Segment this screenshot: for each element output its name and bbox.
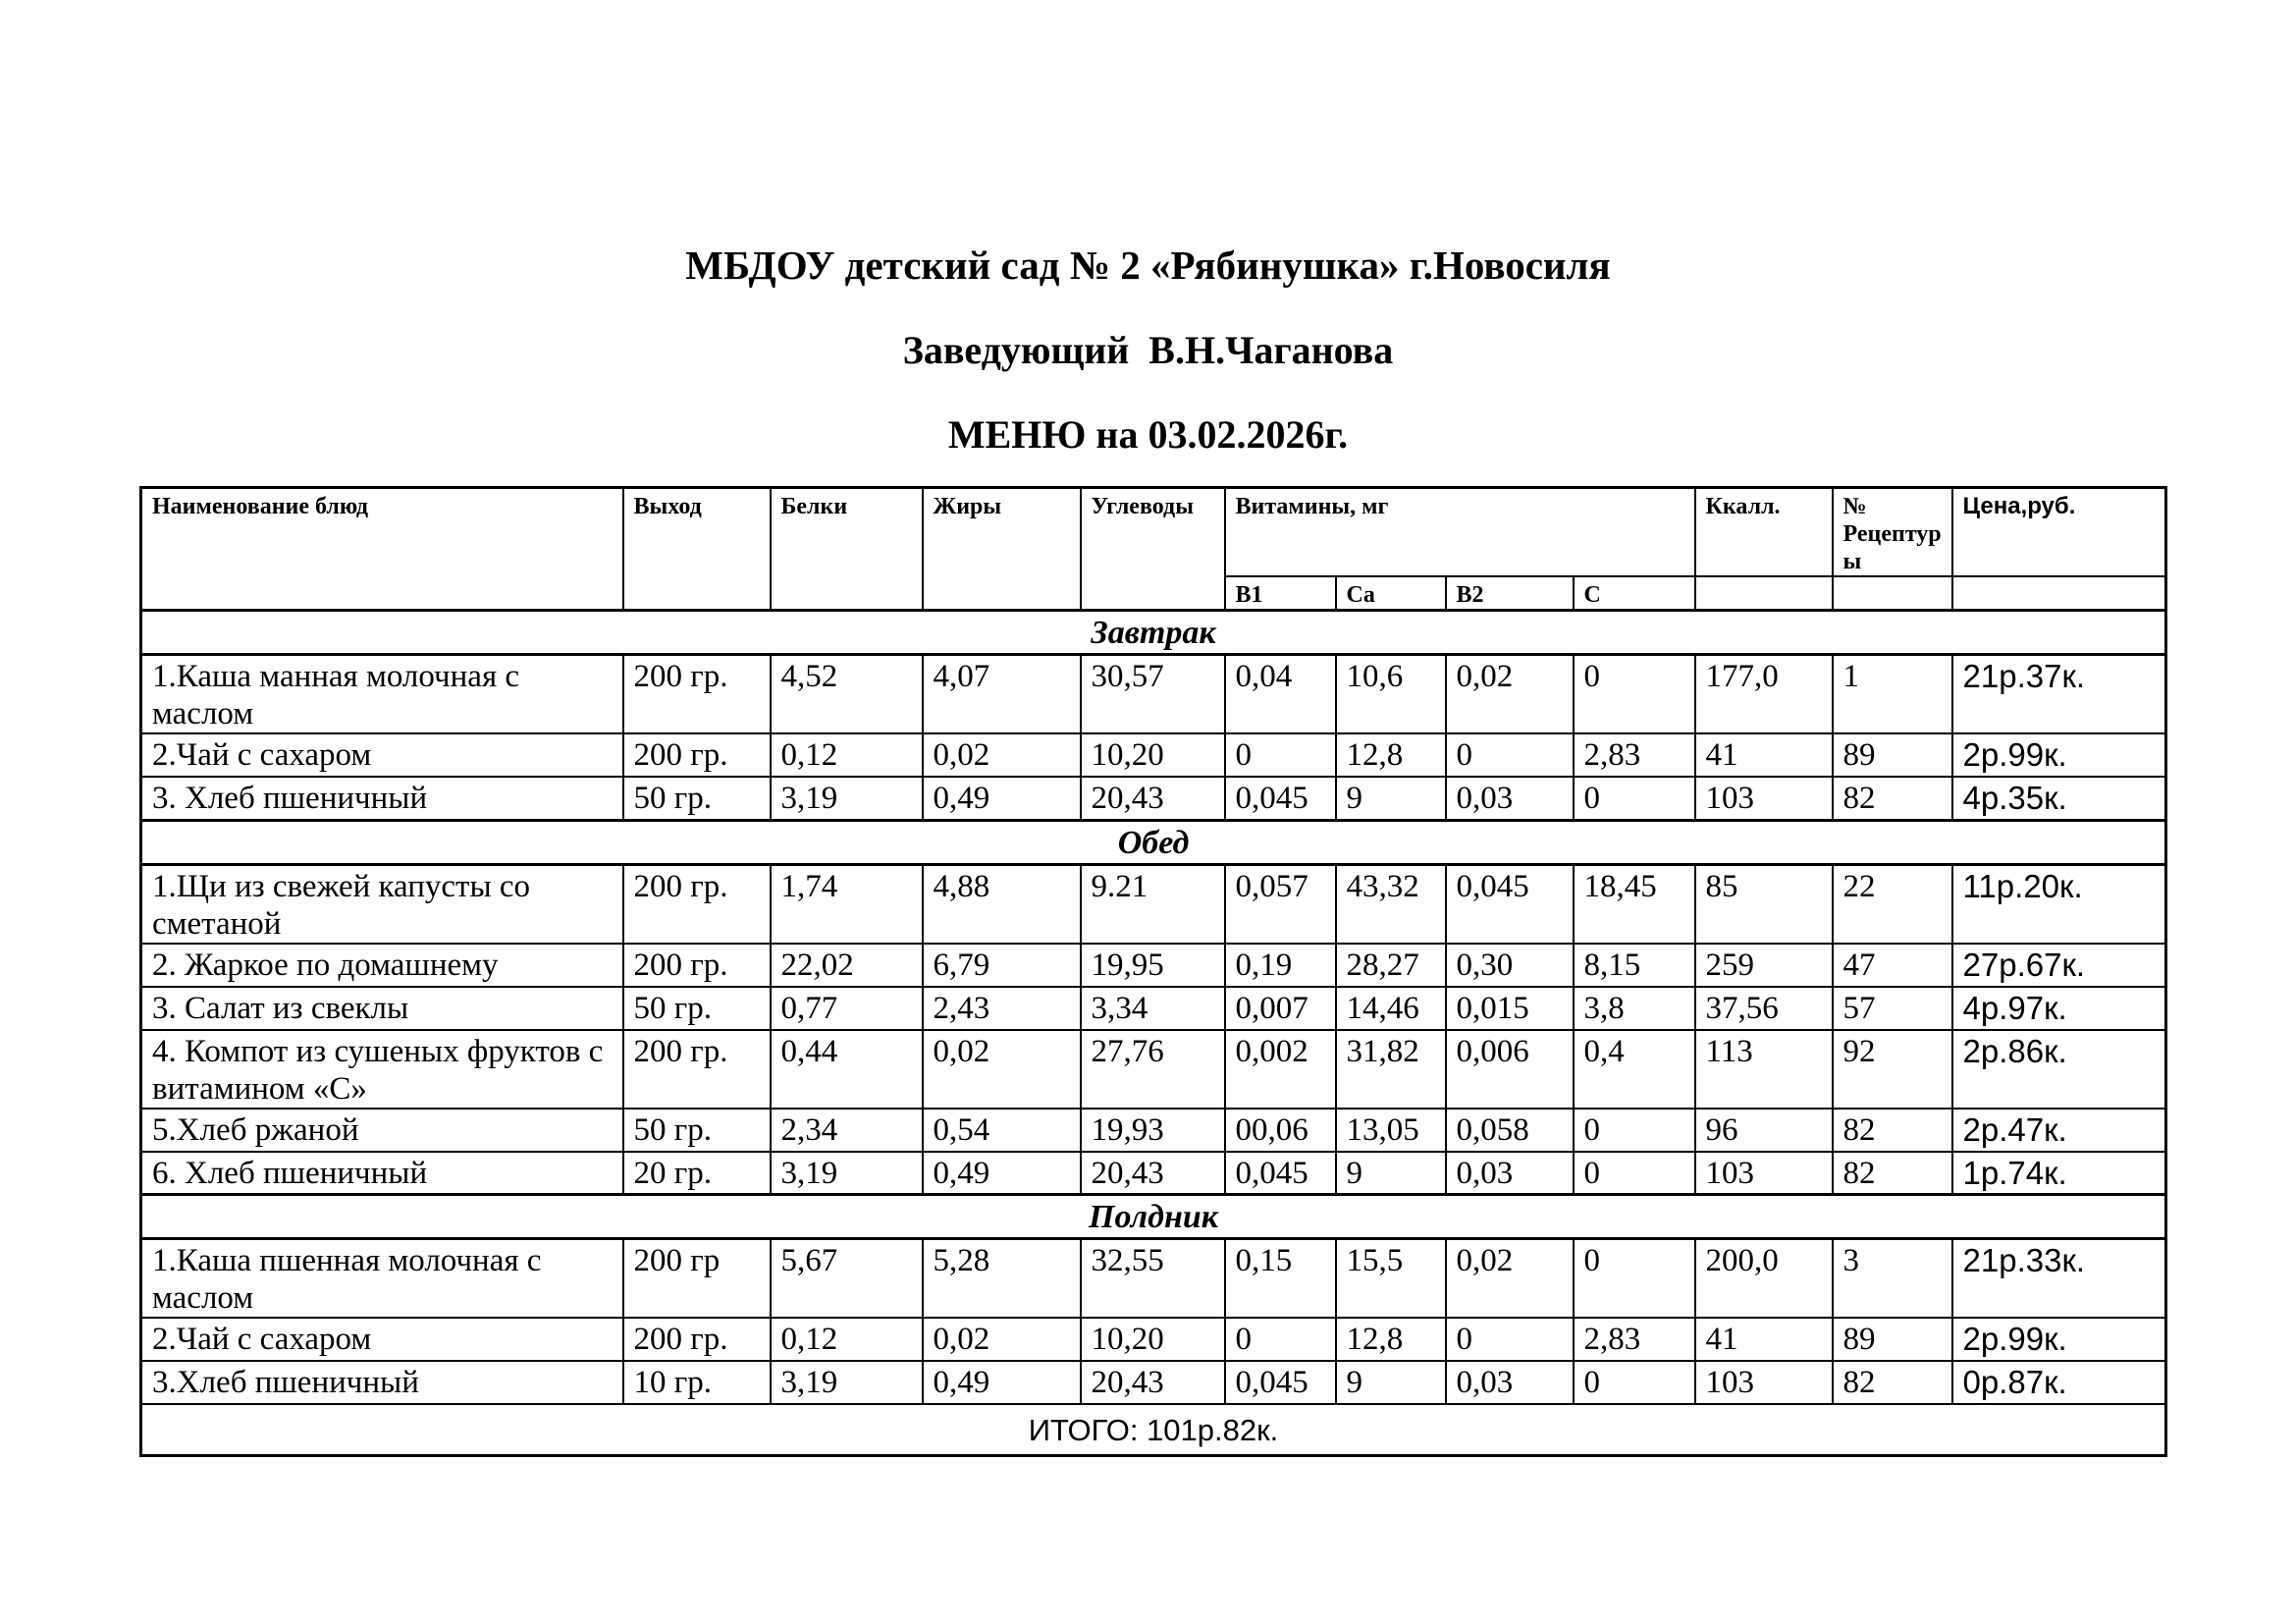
output-cell: 200 гр. xyxy=(623,655,771,734)
carbs-cell: 32,55 xyxy=(1081,1239,1225,1319)
vitamin-c-cell: 0 xyxy=(1574,1109,1695,1152)
fats-column-header: Жиры xyxy=(923,488,1081,611)
recipe-no-cell: 92 xyxy=(1833,1030,1952,1109)
fats-cell: 0,49 xyxy=(923,1361,1081,1404)
kcal-cell: 177,0 xyxy=(1695,655,1833,734)
recipe-no-cell: 82 xyxy=(1833,1361,1952,1404)
kcal-cell: 41 xyxy=(1695,733,1833,777)
vitamin-ca-cell: 28,27 xyxy=(1336,944,1446,987)
carbs-cell: 3,34 xyxy=(1081,987,1225,1030)
fats-cell: 0,49 xyxy=(923,1152,1081,1195)
kcal-cell: 103 xyxy=(1695,1152,1833,1195)
recipe-no-cell: 22 xyxy=(1833,864,1952,944)
table-row xyxy=(141,1152,2166,1195)
proteins-cell: 0,12 xyxy=(771,1318,923,1361)
output-column-header: Выход xyxy=(623,488,771,611)
recipe-no-cell: 82 xyxy=(1833,1152,1952,1195)
price-cell: 2р.99к. xyxy=(1952,733,2166,777)
kcal-cell: 200,0 xyxy=(1695,1239,1833,1319)
empty-subheader-cell xyxy=(1952,576,2166,611)
fats-cell: 0,02 xyxy=(923,733,1081,777)
fats-cell: 0,02 xyxy=(923,1030,1081,1109)
table-row xyxy=(141,1361,2166,1404)
section-title: Полдник xyxy=(141,1195,2166,1239)
price-cell: 2р.99к. xyxy=(1952,1318,2166,1361)
proteins-cell: 2,34 xyxy=(771,1109,923,1152)
section-header-lunch xyxy=(141,820,2166,864)
carbs-cell: 10,20 xyxy=(1081,1318,1225,1361)
vitamin-c-cell: 3,8 xyxy=(1574,987,1695,1030)
proteins-cell: 0,77 xyxy=(771,987,923,1030)
vitamin-c-cell: 0,4 xyxy=(1574,1030,1695,1109)
vitamin-ca-header: Са xyxy=(1336,576,1446,611)
vitamin-b2-cell: 0,30 xyxy=(1446,944,1574,987)
kcal-cell: 113 xyxy=(1695,1030,1833,1109)
empty-subheader-cell xyxy=(1833,576,1952,611)
kcal-cell: 103 xyxy=(1695,1361,1833,1404)
proteins-cell: 22,02 xyxy=(771,944,923,987)
carbs-cell: 10,20 xyxy=(1081,733,1225,777)
fats-cell: 5,28 xyxy=(923,1239,1081,1319)
total-value: ИТОГО: 101р.82к. xyxy=(141,1404,2166,1455)
vitamin-ca-cell: 14,46 xyxy=(1336,987,1446,1030)
vitamin-b1-header: В1 xyxy=(1225,576,1336,611)
vitamin-c-cell: 0 xyxy=(1574,777,1695,820)
vitamin-ca-cell: 43,32 xyxy=(1336,864,1446,944)
table-row xyxy=(141,864,2166,944)
carbs-cell: 19,95 xyxy=(1081,944,1225,987)
recipe-no-cell: 89 xyxy=(1833,1318,1952,1361)
vitamin-c-cell: 18,45 xyxy=(1574,864,1695,944)
vitamin-b1-cell: 0,045 xyxy=(1225,1152,1336,1195)
menu-date-title: МЕНЮ на 03.02.2026г. xyxy=(947,412,1349,457)
table-row xyxy=(141,987,2166,1030)
vitamin-ca-cell: 31,82 xyxy=(1336,1030,1446,1109)
recipe-no-cell: 57 xyxy=(1833,987,1952,1030)
vitamin-b1-cell: 0,045 xyxy=(1225,1361,1336,1404)
dish-name-cell: 2.Чай с сахаром xyxy=(141,733,623,777)
vitamin-ca-cell: 12,8 xyxy=(1336,733,1446,777)
dish-name-cell: 6. Хлеб пшеничный xyxy=(141,1152,623,1195)
kcal-cell: 259 xyxy=(1695,944,1833,987)
recipe-no-column-header: № Рецептуры xyxy=(1833,488,1952,577)
section-header-snack xyxy=(141,1195,2166,1239)
vitamin-b1-cell: 0,04 xyxy=(1225,655,1336,734)
proteins-cell: 3,19 xyxy=(771,777,923,820)
fats-cell: 4,07 xyxy=(923,655,1081,734)
price-column-header: Цена,руб. xyxy=(1952,488,2166,577)
director-line: Заведующий В.Н.Чаганова xyxy=(902,328,1394,372)
recipe-no-cell: 1 xyxy=(1833,655,1952,734)
vitamin-c-header: С xyxy=(1574,576,1695,611)
fats-cell: 4,88 xyxy=(923,864,1081,944)
output-cell: 10 гр. xyxy=(623,1361,771,1404)
recipe-no-cell: 82 xyxy=(1833,777,1952,820)
vitamin-c-cell: 2,83 xyxy=(1574,733,1695,777)
vitamin-b2-cell: 0,045 xyxy=(1446,864,1574,944)
dish-name-cell: 2.Чай с сахаром xyxy=(141,1318,623,1361)
carbs-cell: 19,93 xyxy=(1081,1109,1225,1152)
vitamins-column-header: Витамины, мг xyxy=(1225,488,1695,577)
table-row xyxy=(141,1318,2166,1361)
vitamin-b1-cell: 0,19 xyxy=(1225,944,1336,987)
vitamin-c-cell: 0 xyxy=(1574,1239,1695,1319)
fats-cell: 2,43 xyxy=(923,987,1081,1030)
output-cell: 20 гр. xyxy=(623,1152,771,1195)
vitamin-c-cell: 0 xyxy=(1574,1152,1695,1195)
fats-cell: 0,54 xyxy=(923,1109,1081,1152)
vitamin-b1-cell: 0,045 xyxy=(1225,777,1336,820)
output-cell: 200 гр. xyxy=(623,733,771,777)
dish-name-cell: 3. Хлеб пшеничный xyxy=(141,777,623,820)
price-cell: 11р.20к. xyxy=(1952,864,2166,944)
table-row xyxy=(141,1109,2166,1152)
vitamin-b2-cell: 0 xyxy=(1446,733,1574,777)
vitamin-ca-cell: 10,6 xyxy=(1336,655,1446,734)
vitamin-b1-cell: 0,002 xyxy=(1225,1030,1336,1109)
vitamin-ca-cell: 15,5 xyxy=(1336,1239,1446,1319)
kcal-cell: 41 xyxy=(1695,1318,1833,1361)
section-title: Обед xyxy=(141,820,2166,864)
price-cell: 2р.86к. xyxy=(1952,1030,2166,1109)
carbs-cell: 20,43 xyxy=(1081,1152,1225,1195)
table-row xyxy=(141,1030,2166,1109)
vitamin-ca-cell: 9 xyxy=(1336,777,1446,820)
proteins-cell: 3,19 xyxy=(771,1361,923,1404)
recipe-no-cell: 89 xyxy=(1833,733,1952,777)
proteins-cell: 0,44 xyxy=(771,1030,923,1109)
price-cell: 2р.47к. xyxy=(1952,1109,2166,1152)
price-cell: 0р.87к. xyxy=(1952,1361,2166,1404)
recipe-no-cell: 47 xyxy=(1833,944,1952,987)
carbs-column-header: Углеводы xyxy=(1081,488,1225,611)
dish-name-cell: 1.Щи из свежей капусты со сметаной xyxy=(141,864,623,944)
proteins-cell: 5,67 xyxy=(771,1239,923,1319)
output-cell: 50 гр. xyxy=(623,1109,771,1152)
price-cell: 27р.67к. xyxy=(1952,944,2166,987)
table-row xyxy=(141,777,2166,820)
vitamin-b1-cell: 0 xyxy=(1225,733,1336,777)
vitamin-b2-cell: 0,02 xyxy=(1446,655,1574,734)
vitamin-b2-cell: 0,03 xyxy=(1446,777,1574,820)
vitamin-b2-header: В2 xyxy=(1446,576,1574,611)
dish-name-cell: 4. Компот из сушеных фруктов с витамином «С» xyxy=(141,1030,623,1109)
vitamin-c-cell: 8,15 xyxy=(1574,944,1695,987)
output-cell: 50 гр. xyxy=(623,987,771,1030)
proteins-cell: 3,19 xyxy=(771,1152,923,1195)
output-cell: 50 гр. xyxy=(623,777,771,820)
price-cell: 21р.33к. xyxy=(1952,1239,2166,1319)
table-row xyxy=(141,1239,2166,1319)
proteins-column-header: Белки xyxy=(771,488,923,611)
document-title: МБДОУ детский сад № 2 «Рябинушка» г.Новосиля xyxy=(685,243,1611,288)
kcal-column-header: Ккалл. xyxy=(1695,488,1833,577)
total-row xyxy=(141,1404,2166,1455)
dish-name-cell: 3.Хлеб пшеничный xyxy=(141,1361,623,1404)
vitamin-ca-cell: 12,8 xyxy=(1336,1318,1446,1361)
vitamin-c-cell: 0 xyxy=(1574,655,1695,734)
vitamin-c-cell: 0 xyxy=(1574,1361,1695,1404)
vitamin-b2-cell: 0 xyxy=(1446,1318,1574,1361)
proteins-cell: 4,52 xyxy=(771,655,923,734)
dish-name-cell: 3. Салат из свеклы xyxy=(141,987,623,1030)
vitamin-ca-cell: 13,05 xyxy=(1336,1109,1446,1152)
proteins-cell: 1,74 xyxy=(771,864,923,944)
vitamin-ca-cell: 9 xyxy=(1336,1361,1446,1404)
vitamin-b1-cell: 0,007 xyxy=(1225,987,1336,1030)
kcal-cell: 96 xyxy=(1695,1109,1833,1152)
recipe-no-cell: 82 xyxy=(1833,1109,1952,1152)
carbs-cell: 30,57 xyxy=(1081,655,1225,734)
kcal-cell: 37,56 xyxy=(1695,987,1833,1030)
table-header-row xyxy=(141,488,2166,577)
menu-table xyxy=(139,486,2167,1457)
dish-name-cell: 2. Жаркое по домашнему xyxy=(141,944,623,987)
vitamin-b2-cell: 0,006 xyxy=(1446,1030,1574,1109)
table-row xyxy=(141,944,2166,987)
kcal-cell: 103 xyxy=(1695,777,1833,820)
vitamin-b2-cell: 0,03 xyxy=(1446,1361,1574,1404)
carbs-cell: 20,43 xyxy=(1081,777,1225,820)
price-cell: 21р.37к. xyxy=(1952,655,2166,734)
carbs-cell: 27,76 xyxy=(1081,1030,1225,1109)
dish-name-cell: 1.Каша пшенная молочная с маслом xyxy=(141,1239,623,1319)
vitamin-ca-cell: 9 xyxy=(1336,1152,1446,1195)
output-cell: 200 гр. xyxy=(623,864,771,944)
fats-cell: 0,02 xyxy=(923,1318,1081,1361)
fats-cell: 6,79 xyxy=(923,944,1081,987)
vitamin-b1-cell: 0 xyxy=(1225,1318,1336,1361)
vitamin-b1-cell: 00,06 xyxy=(1225,1109,1336,1152)
output-cell: 200 гр. xyxy=(623,1030,771,1109)
vitamin-b1-cell: 0,15 xyxy=(1225,1239,1336,1319)
proteins-cell: 0,12 xyxy=(771,733,923,777)
carbs-cell: 9.21 xyxy=(1081,864,1225,944)
section-title: Завтрак xyxy=(141,611,2166,655)
vitamin-b2-cell: 0,058 xyxy=(1446,1109,1574,1152)
section-header-breakfast xyxy=(141,611,2166,655)
fats-cell: 0,49 xyxy=(923,777,1081,820)
price-cell: 4р.35к. xyxy=(1952,777,2166,820)
name-column-header: Наименование блюд xyxy=(141,488,623,611)
price-cell: 4р.97к. xyxy=(1952,987,2166,1030)
dish-name-cell: 5.Хлеб ржаной xyxy=(141,1109,623,1152)
carbs-cell: 20,43 xyxy=(1081,1361,1225,1404)
table-row xyxy=(141,733,2166,777)
price-cell: 1р.74к. xyxy=(1952,1152,2166,1195)
kcal-cell: 85 xyxy=(1695,864,1833,944)
output-cell: 200 гр xyxy=(623,1239,771,1319)
vitamin-b2-cell: 0,03 xyxy=(1446,1152,1574,1195)
vitamin-b2-cell: 0,015 xyxy=(1446,987,1574,1030)
vitamin-b2-cell: 0,02 xyxy=(1446,1239,1574,1319)
output-cell: 200 гр. xyxy=(623,1318,771,1361)
output-cell: 200 гр. xyxy=(623,944,771,987)
vitamin-c-cell: 2,83 xyxy=(1574,1318,1695,1361)
table-row xyxy=(141,655,2166,734)
empty-subheader-cell xyxy=(1695,576,1833,611)
dish-name-cell: 1.Каша манная молочная с маслом xyxy=(141,655,623,734)
vitamin-b1-cell: 0,057 xyxy=(1225,864,1336,944)
recipe-no-cell: 3 xyxy=(1833,1239,1952,1319)
